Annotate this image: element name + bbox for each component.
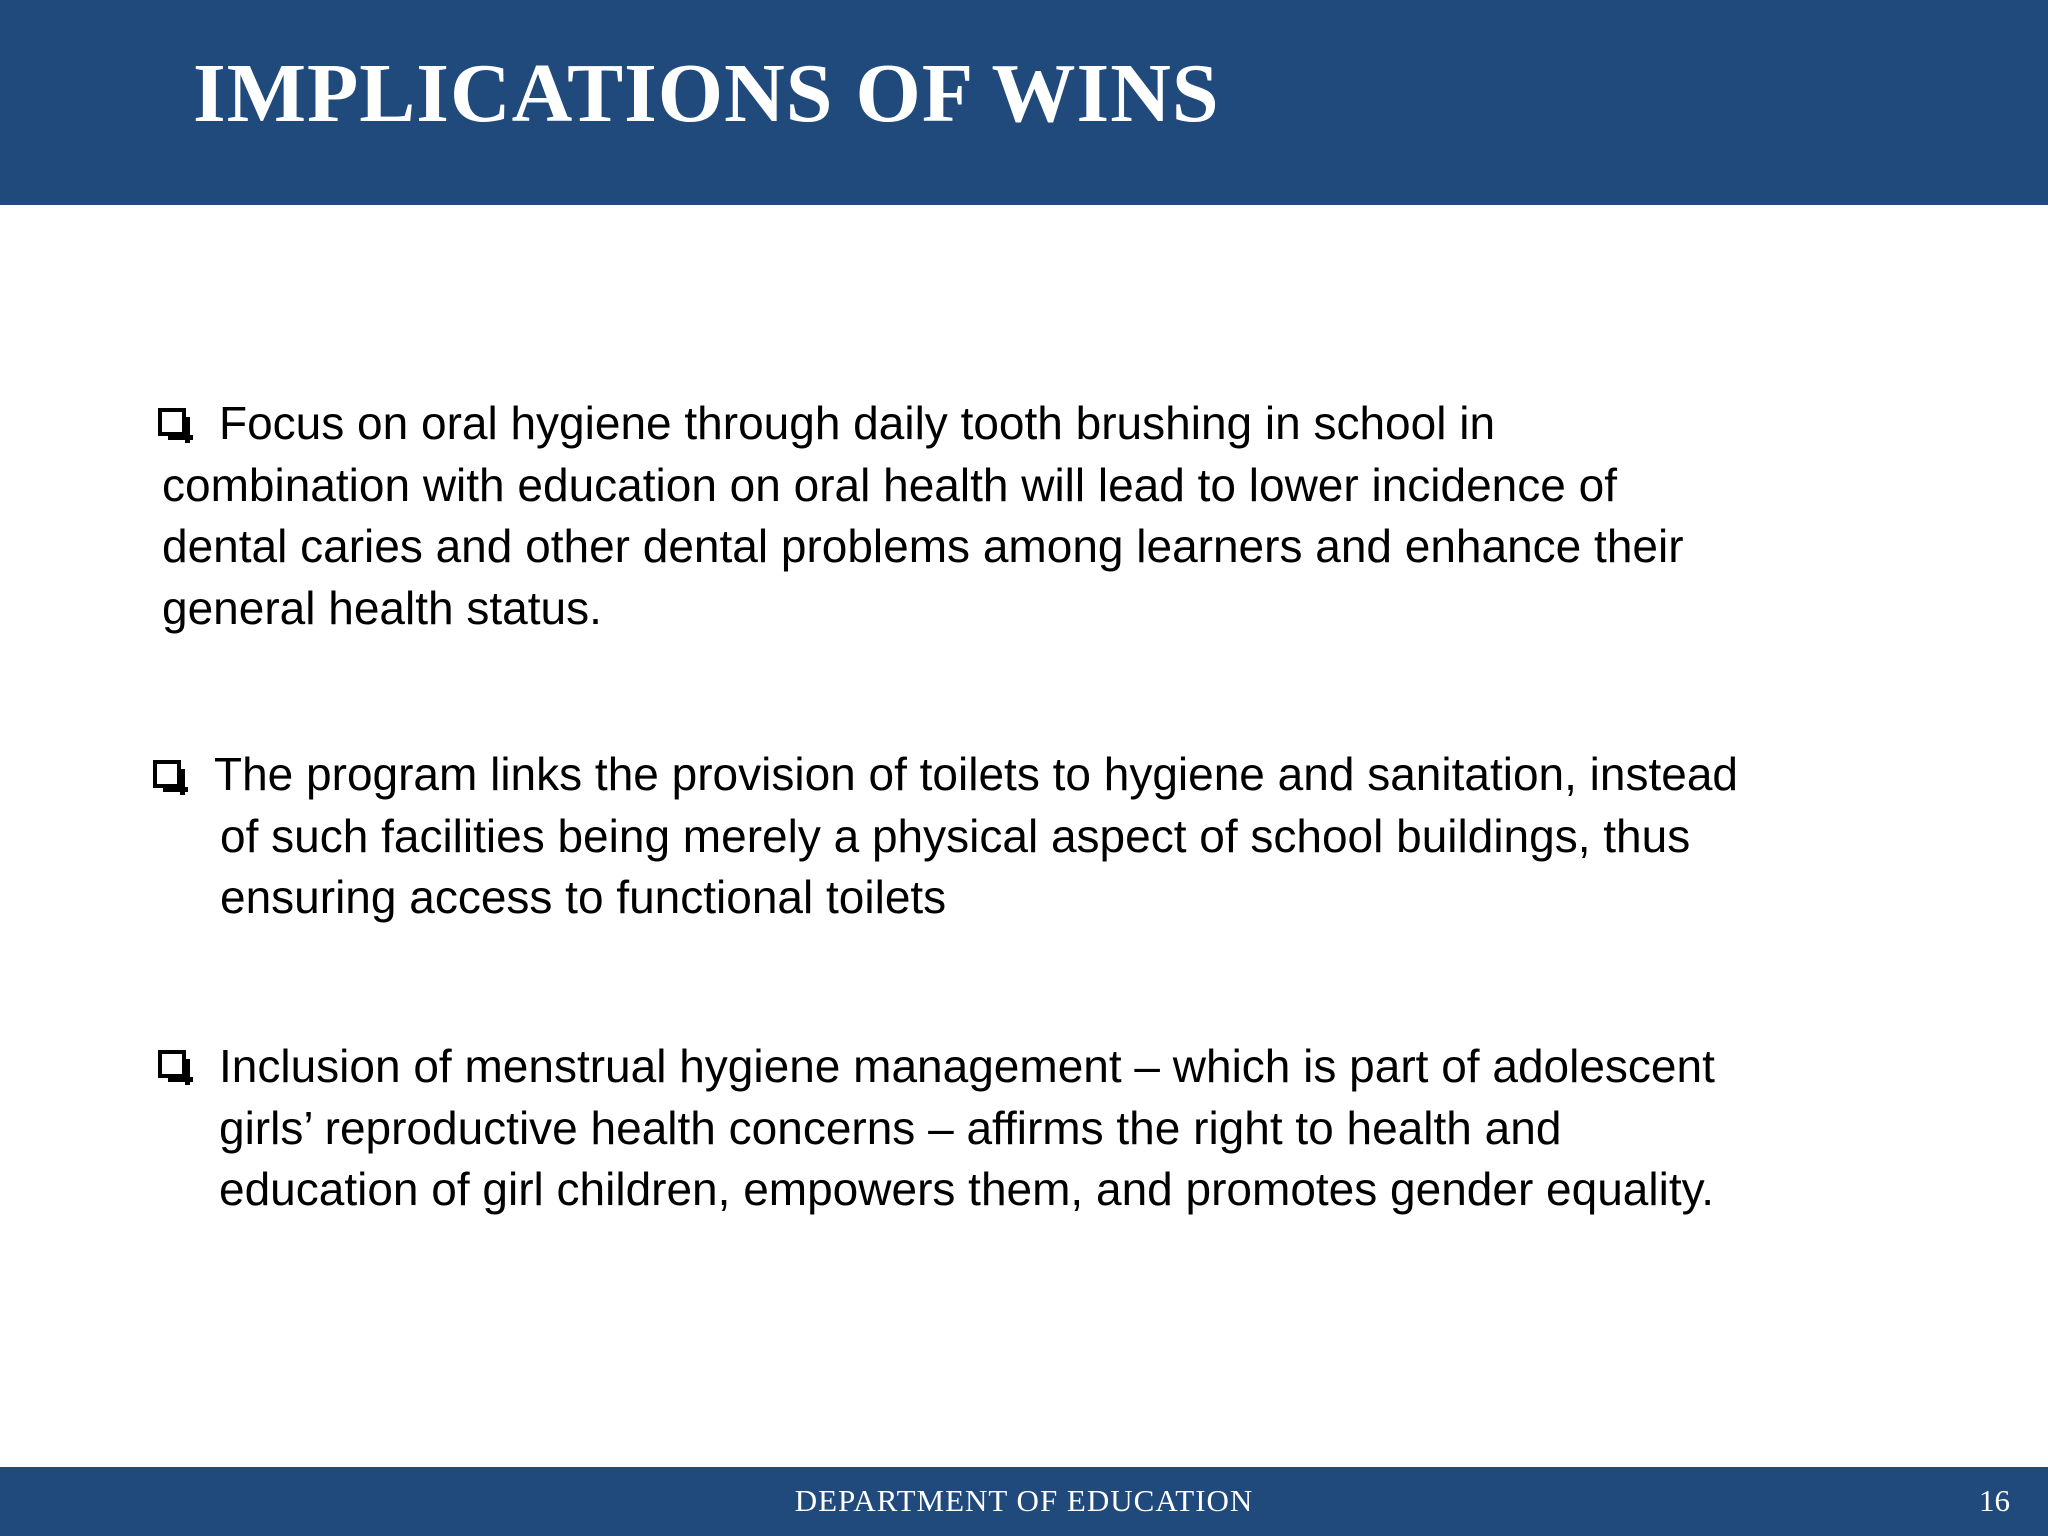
bullet-text: [162, 744, 1738, 929]
bullet-line: combination with education on oral health will lead to lower incidence of: [162, 458, 1617, 511]
bullet-line: education of girl children, empowers them, and promotes gender equality.: [219, 1163, 1714, 1215]
bullet-line: general health status.: [162, 581, 602, 634]
slide-title: IMPLICATIONS OF WINS: [193, 47, 1220, 140]
bullet-text: [162, 1036, 1715, 1221]
bullet-line: of such facilities being merely a physical aspect of school buildings, thus: [220, 809, 1691, 862]
bullet-line: Inclusion of menstrual hygiene management – which is part of adolescent: [219, 1040, 1715, 1092]
page-number: 16: [1979, 1483, 2010, 1518]
bullet-line: ensuring access to functional toilets: [220, 871, 947, 923]
bullet-text: [162, 393, 1684, 639]
footer-department: DEPARTMENT OF EDUCATION: [794, 1483, 1254, 1518]
header-band: [0, 0, 2048, 205]
bullet-line: dental caries and other dental problems among learners and enhance their: [162, 520, 1684, 572]
bullet-line: Focus on oral hygiene through daily tooth brushing in school in: [219, 397, 1496, 449]
bullet-line: girls’ reproductive health concerns – affirms the right to health and: [219, 1101, 1562, 1154]
bullet-line: The program links the provision of toilets to hygiene and sanitation, instead: [214, 748, 1738, 800]
